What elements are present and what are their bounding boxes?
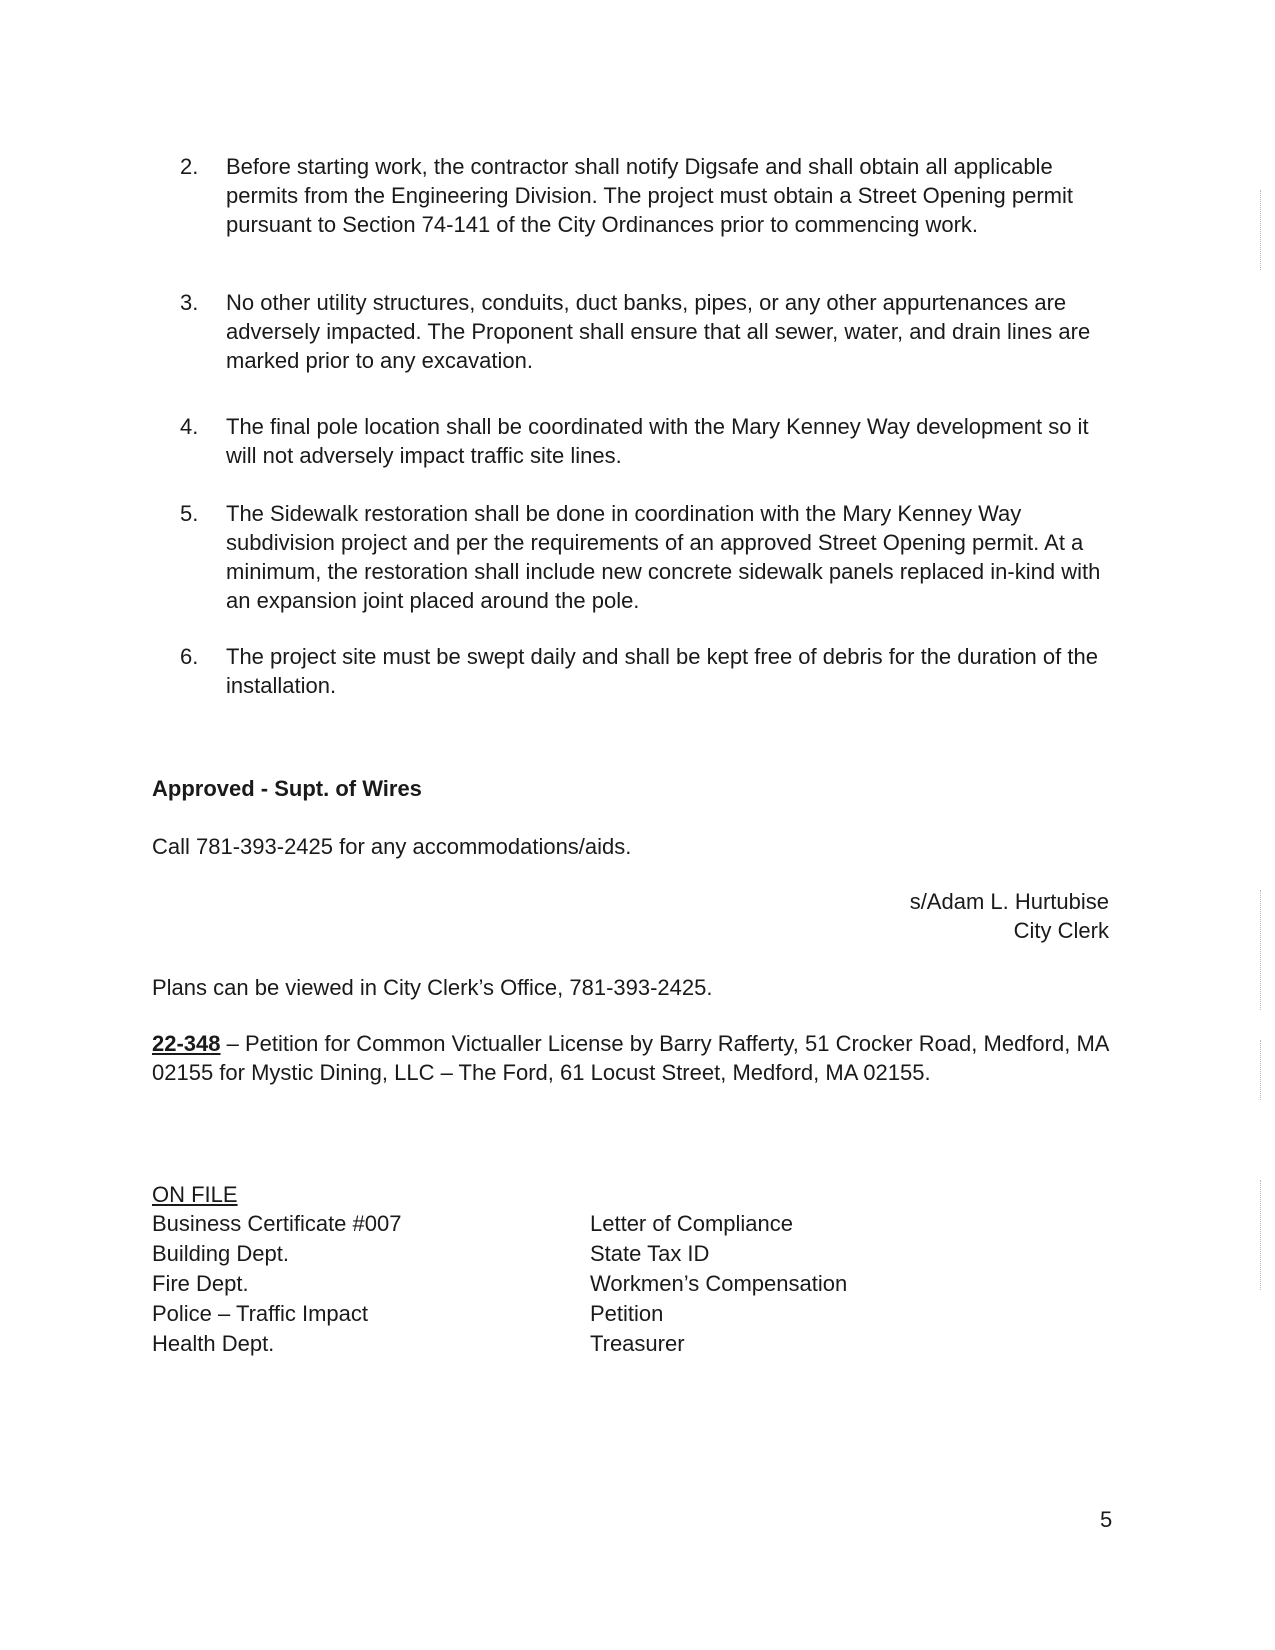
scan-artifact-line [1260,1040,1262,1100]
on-file-item: Health Dept. [152,1331,275,1356]
approval-heading: Approved - Supt. of Wires [152,776,422,801]
condition-number: 4. [180,414,199,439]
condition-number: 6. [180,644,199,669]
on-file-item: Treasurer [590,1331,685,1356]
signature-title: City Clerk [1013,918,1109,943]
condition-number: 5. [180,501,199,526]
petition-number: 22-348 [152,1031,221,1056]
condition-text: The Sidewalk restoration shall be done in coordination with the Mary Kenney Way subdivision project and per the requirements of an approved Street Opening permit. At a minimum, the restoration shall include new concrete sidewalk panels replaced in-kind with an expansion joint placed around the pole. [226,501,1101,613]
condition-number: 2. [180,154,199,179]
on-file-item: State Tax ID [590,1241,710,1266]
petition-paragraph [152,1029,1112,1087]
condition-text: Before starting work, the contractor shall notify Digsafe and shall obtain all applicable permits from the Engineering Division. The project must obtain a Street Opening permit pursuant to Section 74-141 of the City Ordinances prior to commencing work. [226,154,1073,237]
condition-text: The final pole location shall be coordinated with the Mary Kenney Way development so it will not adversely impact traffic site lines. [226,414,1089,468]
on-file-left-column [152,1209,401,1359]
on-file-item: Fire Dept. [152,1271,249,1296]
plans-line: Plans can be viewed in City Clerk’s Office, 781-393-2425. [152,975,713,1000]
scan-artifact-line [1260,890,1262,1010]
on-file-columns [152,1209,1052,1359]
on-file-item: Petition [590,1301,664,1326]
condition-text: The project site must be swept daily and shall be kept free of debris for the duration of the installation. [226,644,1098,698]
on-file-item: Police – Traffic Impact [152,1301,369,1326]
on-file-title: ON FILE [152,1182,238,1207]
scan-artifact-line [1260,1180,1262,1290]
on-file-item: Business Certificate #007 [152,1211,402,1236]
signature-name: s/Adam L. Hurtubise [909,889,1109,914]
condition-text: No other utility structures, conduits, duct banks, pipes, or any other appurtenances are adversely impacted. The Proponent shall ensure that all sewer, water, and drain lines are marked prior to any excavation. [226,290,1091,373]
signature-block [910,887,1109,945]
page-number: 5 [1100,1507,1113,1532]
on-file-right-column [590,1209,847,1359]
on-file-item: Workmen’s Compensation [590,1271,848,1296]
petition-text: – Petition for Common Victualler License by Barry Rafferty, 51 Crocker Road, Medford, MA 02155 for Mystic Dining, LLC – The Ford, 61 Locust Street, Medford, MA 02155. [152,1031,1109,1085]
condition-number: 3. [180,290,199,315]
on-file-item: Letter of Compliance [590,1211,793,1236]
accommodations-line: Call 781-393-2425 for any accommodations/aids. [152,834,632,859]
on-file-item: Building Dept. [152,1241,289,1266]
scan-artifact-line [1260,190,1262,270]
on-file-section [152,1180,1052,1359]
